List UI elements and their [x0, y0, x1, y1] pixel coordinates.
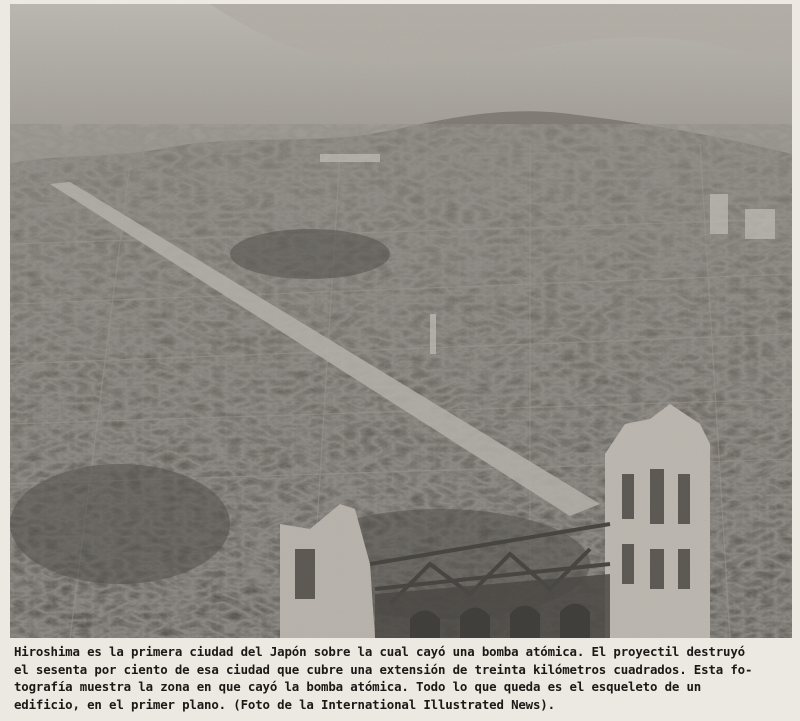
aerial-photograph [10, 4, 792, 638]
photo-caption [14, 643, 790, 713]
caption-line-3: tografía muestra la zona en que cayó la bomba atómica. Todo lo que queda es el esqueleto de un [14, 679, 702, 694]
film-grain [10, 4, 792, 638]
caption-line-1: Hiroshima es la primera ciudad del Japón sobre la cual cayó una bomba atómica. El proyectil destruyó [14, 644, 745, 659]
caption-line-4: edificio, en el primer plano. (Foto de la International Illustrated News). [14, 696, 555, 712]
photo-illustration [10, 4, 792, 638]
caption-line-2: el sesenta por ciento de esa ciudad que cubre una extensión de treinta kilómetros cuadrados. Esta fo- [14, 661, 753, 677]
